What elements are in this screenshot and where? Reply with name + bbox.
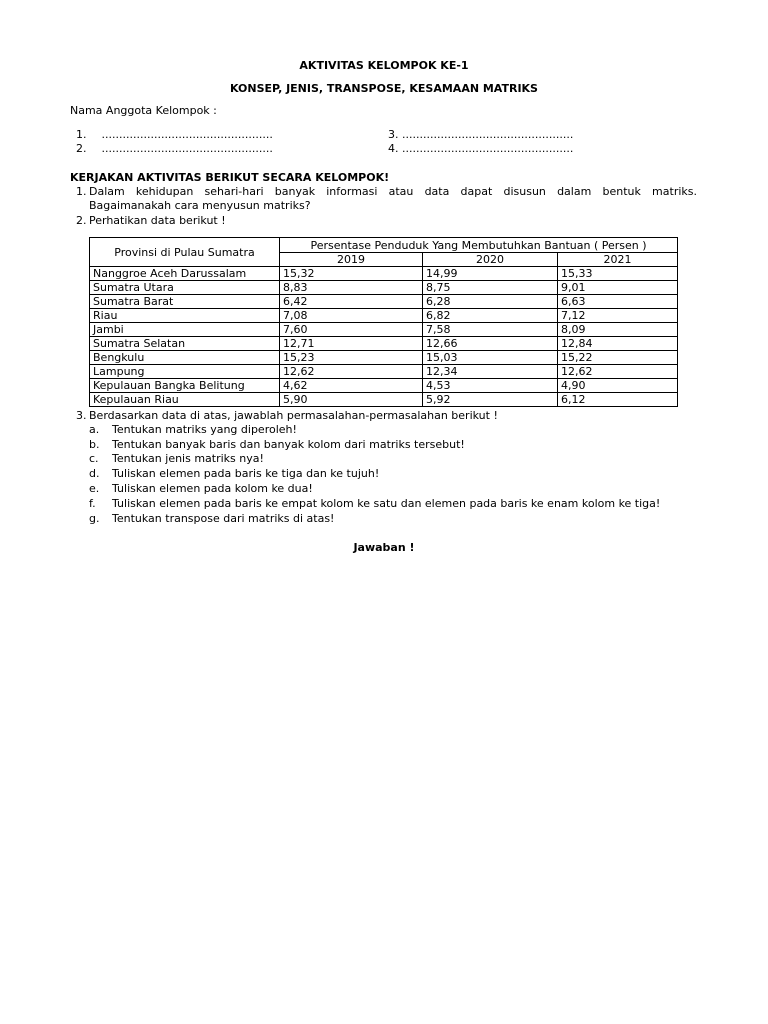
- value-cell: 7,58: [423, 323, 558, 337]
- item-number: 2.: [76, 214, 87, 227]
- item-2-text: Perhatikan data berikut !: [89, 214, 226, 227]
- province-cell: Lampung: [90, 365, 280, 379]
- member-number: 3.: [388, 128, 399, 141]
- members-label: Nama Anggota Kelompok :: [70, 104, 217, 117]
- member-blank: .................................................: [101, 128, 273, 141]
- value-cell: 15,22: [558, 351, 678, 365]
- value-cell: 6,28: [423, 295, 558, 309]
- item-number: 3.: [76, 409, 87, 422]
- question-text: Tuliskan elemen pada baris ke tiga dan ke tujuh!: [112, 467, 380, 480]
- year-header: 2020: [423, 253, 558, 267]
- value-cell: 7,60: [280, 323, 423, 337]
- item-3-text: Berdasarkan data di atas, jawablah permasalahan-permasalahan berikut !: [89, 409, 498, 422]
- province-cell: Sumatra Barat: [90, 295, 280, 309]
- question-text: Tuliskan elemen pada kolom ke dua!: [112, 482, 313, 495]
- page-subtitle: KONSEP, JENIS, TRANSPOSE, KESAMAAN MATRIKS: [230, 82, 538, 95]
- value-cell: 7,12: [558, 309, 678, 323]
- province-cell: Jambi: [90, 323, 280, 337]
- member-blank: .................................................: [402, 142, 574, 155]
- table-row: [90, 295, 678, 309]
- value-cell: 5,90: [280, 393, 423, 407]
- value-cell: 12,62: [280, 365, 423, 379]
- member-line-2: [76, 142, 273, 155]
- value-cell: 7,08: [280, 309, 423, 323]
- data-table: [89, 237, 678, 407]
- table-row: [90, 281, 678, 295]
- question-text: Tuliskan elemen pada baris ke empat kolom ke satu dan elemen pada baris ke enam kolom ke tiga!: [112, 497, 661, 510]
- question-letter: c.: [89, 452, 99, 465]
- province-cell: Nanggroe Aceh Darussalam: [90, 267, 280, 281]
- question-text: Tentukan jenis matriks nya!: [112, 452, 264, 465]
- table-row: [90, 267, 678, 281]
- value-cell: 4,90: [558, 379, 678, 393]
- value-cell: 15,33: [558, 267, 678, 281]
- table-header-row: [90, 238, 678, 253]
- value-cell: 12,66: [423, 337, 558, 351]
- value-cell: 12,34: [423, 365, 558, 379]
- instructions-heading: KERJAKAN AKTIVITAS BERIKUT SECARA KELOMPOK!: [70, 171, 390, 184]
- value-cell: 6,82: [423, 309, 558, 323]
- value-cell: 15,32: [280, 267, 423, 281]
- value-cell: 12,84: [558, 337, 678, 351]
- answer-heading: Jawaban !: [353, 541, 415, 554]
- table-row: [90, 337, 678, 351]
- table-row: [90, 309, 678, 323]
- member-line-1: [76, 128, 273, 141]
- value-cell: 6,63: [558, 295, 678, 309]
- member-line-3: [388, 128, 573, 141]
- member-blank: .................................................: [402, 128, 574, 141]
- province-cell: Riau: [90, 309, 280, 323]
- year-header: 2019: [280, 253, 423, 267]
- value-cell: 6,12: [558, 393, 678, 407]
- value-cell: 6,42: [280, 295, 423, 309]
- value-cell: 15,23: [280, 351, 423, 365]
- value-cell: 14,99: [423, 267, 558, 281]
- province-column-header: Provinsi di Pulau Sumatra: [90, 238, 280, 267]
- question-letter: e.: [89, 482, 100, 495]
- value-cell: 15,03: [423, 351, 558, 365]
- province-cell: Sumatra Selatan: [90, 337, 280, 351]
- value-cell: 4,62: [280, 379, 423, 393]
- member-line-4: [388, 142, 573, 155]
- item-1-text-line1: Dalam kehidupan sehari-hari banyak informasi atau data dapat disusun dalam bentuk matriks.: [89, 185, 697, 198]
- question-letter: d.: [89, 467, 100, 480]
- province-cell: Bengkulu: [90, 351, 280, 365]
- table-row: [90, 351, 678, 365]
- value-cell: 12,62: [558, 365, 678, 379]
- table-row: [90, 379, 678, 393]
- value-cell: 4,53: [423, 379, 558, 393]
- question-letter: b.: [89, 438, 100, 451]
- table-row: [90, 323, 678, 337]
- value-cell: 9,01: [558, 281, 678, 295]
- question-text: Tentukan transpose dari matriks di atas!: [112, 512, 335, 525]
- table-row: [90, 393, 678, 407]
- percentage-group-header: Persentase Penduduk Yang Membutuhkan Bantuan ( Persen ): [280, 238, 678, 253]
- item-1-text-line2: Bagaimanakah cara menyusun matriks?: [89, 199, 311, 212]
- item-number: 1.: [76, 185, 87, 198]
- year-header: 2021: [558, 253, 678, 267]
- question-letter: a.: [89, 423, 100, 436]
- question-letter: g.: [89, 512, 100, 525]
- table-row: [90, 365, 678, 379]
- value-cell: 8,75: [423, 281, 558, 295]
- value-cell: 8,83: [280, 281, 423, 295]
- province-cell: Kepulauan Bangka Belitung: [90, 379, 280, 393]
- province-cell: Kepulauan Riau: [90, 393, 280, 407]
- page-title: AKTIVITAS KELOMPOK KE-1: [299, 59, 469, 72]
- question-text: Tentukan banyak baris dan banyak kolom dari matriks tersebut!: [112, 438, 465, 451]
- value-cell: 8,09: [558, 323, 678, 337]
- member-number: 2.: [76, 142, 87, 155]
- member-number: 1.: [76, 128, 87, 141]
- question-text: Tentukan matriks yang diperoleh!: [112, 423, 297, 436]
- province-cell: Sumatra Utara: [90, 281, 280, 295]
- member-number: 4.: [388, 142, 399, 155]
- value-cell: 5,92: [423, 393, 558, 407]
- value-cell: 12,71: [280, 337, 423, 351]
- member-blank: .................................................: [101, 142, 273, 155]
- question-letter: f.: [89, 497, 96, 510]
